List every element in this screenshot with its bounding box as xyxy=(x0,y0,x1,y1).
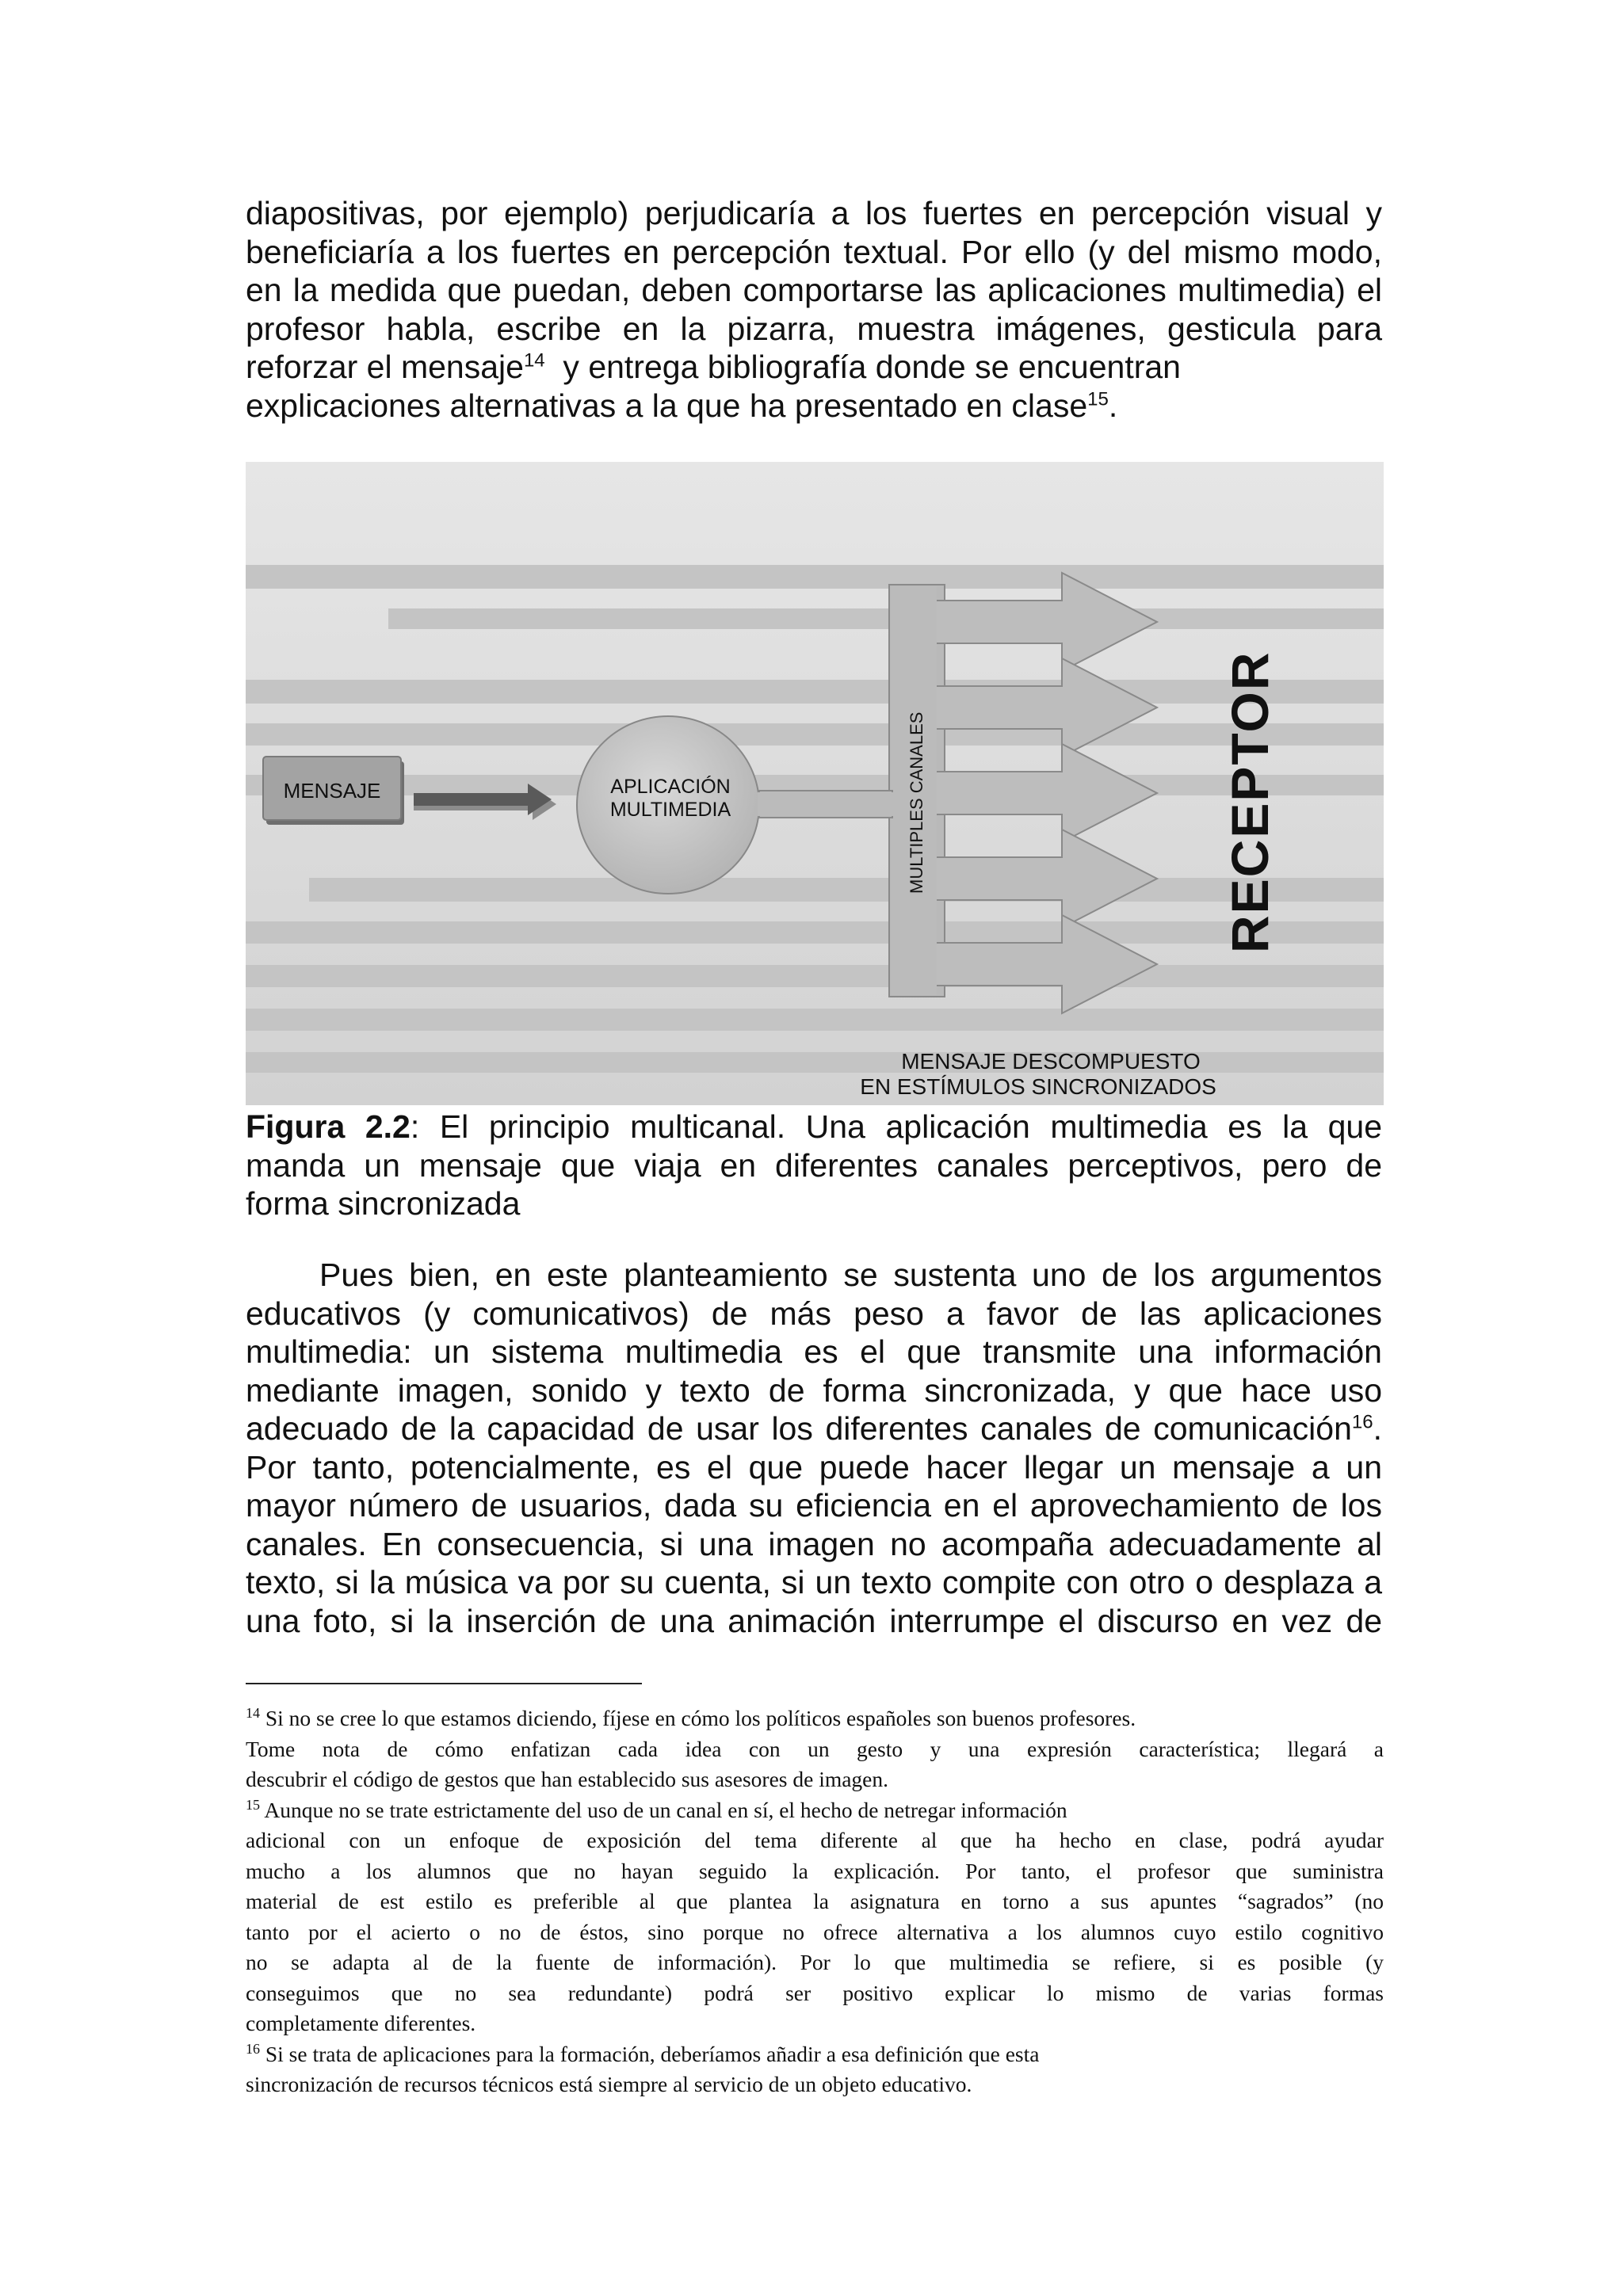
footnote-text: Si no se cree lo que estamos diciendo, fíjese en cómo los políticos españoles son buenos profesores. xyxy=(260,1706,1136,1730)
footnote-ref-14[interactable]: 14 xyxy=(523,349,545,372)
footnote-separator xyxy=(246,1683,642,1684)
aplicacion-label-2: MULTIMEDIA xyxy=(609,799,731,821)
paragraph-line: texto, si la música va por su cuenta, si un texto compite con otro o desplaza a xyxy=(246,1564,1382,1600)
footnote-ref-15[interactable]: 15 xyxy=(1087,387,1109,410)
bottom-label-1: MENSAJE DESCOMPUESTO xyxy=(901,1049,1201,1074)
footnote-line xyxy=(246,1703,1384,1734)
paragraph-line xyxy=(246,348,1382,387)
footnote-line: completamente diferentes. xyxy=(246,2011,476,2035)
footnote-line: adicional con un enfoque de exposición del tema diferente al que ha hecho en clase, podrá ayudar xyxy=(246,1828,1384,1852)
paragraph-line: en la medida que puedan, deben comportarse las aplicaciones multimedia) el xyxy=(246,272,1382,308)
mensaje-label: MENSAJE xyxy=(283,779,381,803)
paragraph-line: canales. En consecuencia, si una imagen no acompaña adecuadamente al xyxy=(246,1525,1382,1562)
paragraph-line: profesor habla, escribe en la pizarra, muestra imágenes, gesticula para xyxy=(246,310,1382,347)
caption-text: : El principio multicanal. Una aplicación multimedia es la que xyxy=(410,1108,1382,1145)
footnote-number: 15 xyxy=(246,1796,260,1813)
bottom-label-2: EN ESTÍMULOS SINCRONIZADOS xyxy=(860,1074,1216,1099)
paragraph-1 xyxy=(246,194,1382,425)
paragraph-line: multimedia: un sistema multimedia es el que transmite una información xyxy=(246,1333,1382,1370)
figure-diagram xyxy=(246,462,1384,1105)
paragraph-line: Pues bien, en este planteamiento se sustenta uno de los argumentos xyxy=(319,1257,1382,1293)
line-text: . xyxy=(1373,1410,1382,1447)
paragraph-line: mediante imagen, sonido y texto de forma sincronizada, y que hace uso xyxy=(246,1371,1382,1409)
footnote-ref-16[interactable]: 16 xyxy=(1351,1411,1373,1433)
aplicacion-label-1: APLICACIÓN xyxy=(610,776,731,798)
figure-caption xyxy=(246,1108,1382,1223)
paragraph-line: Por tanto, potencialmente, es el que puede hacer llegar un mensaje a un xyxy=(246,1448,1382,1486)
footnotes xyxy=(246,1703,1384,2100)
footnote-line: Tome nota de cómo enfatizan cada idea con un gesto y una expresión característica; llegará a xyxy=(246,1736,1384,1761)
footnote-line: mucho a los alumnos que no hayan seguido la explicación. Por tanto, el profesor que suministra xyxy=(246,1858,1384,1883)
paragraph-line: mayor número de usuarios, dada su eficiencia en el aprovechamiento de los xyxy=(246,1487,1382,1524)
paragraph-line: educativos (y comunicativos) de más peso a favor de las aplicaciones xyxy=(246,1295,1382,1332)
footnote-line xyxy=(246,2039,1384,2070)
line-text: adecuado de la capacidad de usar los diferentes canales de comunicación xyxy=(246,1410,1352,1447)
figure-multichannel xyxy=(246,462,1384,1105)
line-text: explicaciones alternativas a la que ha presentado en clase xyxy=(246,387,1088,424)
footnote-number: 16 xyxy=(246,2040,260,2057)
paragraph-line: diapositivas, por ejemplo) perjudicaría a los fuertes en percepción visual y xyxy=(246,195,1382,231)
footnote-14 xyxy=(246,1703,1384,1795)
caption-line xyxy=(246,1108,1382,1146)
footnote-line: material de est estilo es preferible al que plantea la asignatura en torno a sus apuntes “sagrados” (no xyxy=(246,1889,1384,1913)
footnote-line: descubrir el código de gestos que han establecido sus asesores de imagen. xyxy=(246,1767,889,1791)
canales-label: MULTIPLES CANALES xyxy=(907,711,926,894)
footnote-line xyxy=(246,1795,1384,1826)
paragraph-line xyxy=(246,387,1382,425)
footnote-line: sincronización de recursos técnicos está siempre al servicio de un objeto educativo. xyxy=(246,2072,972,2096)
caption-label: Figura 2.2 xyxy=(246,1108,411,1145)
footnote-text: Aunque no se trate estrictamente del uso de un canal en sí, el hecho de netregar información xyxy=(260,1797,1067,1822)
footnote-16 xyxy=(246,2039,1384,2100)
line-text: reforzar el mensaje xyxy=(246,349,524,385)
line-text: y entrega bibliografía donde se encuentran xyxy=(544,349,1181,385)
paragraph-2 xyxy=(246,1256,1382,1640)
line-text: . xyxy=(1108,387,1118,424)
footnote-text: Si se trata de aplicaciones para la formación, deberíamos añadir a esa definición que esta xyxy=(260,2041,1040,2066)
footnote-15 xyxy=(246,1795,1384,2039)
paragraph-line xyxy=(246,1409,1382,1448)
footnote-line: no se adapta al de la fuente de información). Por lo que multimedia se refiere, si es posible (y xyxy=(246,1950,1384,1974)
paragraph-line: una foto, si la inserción de una animación interrumpe el discurso en vez de xyxy=(246,1602,1382,1639)
caption-line: forma sincronizada xyxy=(246,1185,521,1222)
footnote-line: conseguimos que no sea redundante) podrá ser positivo explicar lo mismo de varias formas xyxy=(246,1980,1384,2005)
footnote-number: 14 xyxy=(246,1704,260,1721)
footnote-line: tanto por el acierto o no de éstos, sino porque no ofrece alternativa a los alumnos cuyo estilo cognitivo xyxy=(246,1919,1384,1944)
caption-line: manda un mensaje que viaja en diferentes canales perceptivos, pero de xyxy=(246,1146,1382,1184)
receptor-label: RECEPTOR xyxy=(1220,650,1279,953)
paragraph-line: beneficiaría a los fuertes en percepción textual. Por ello (y del mismo modo, xyxy=(246,233,1382,270)
